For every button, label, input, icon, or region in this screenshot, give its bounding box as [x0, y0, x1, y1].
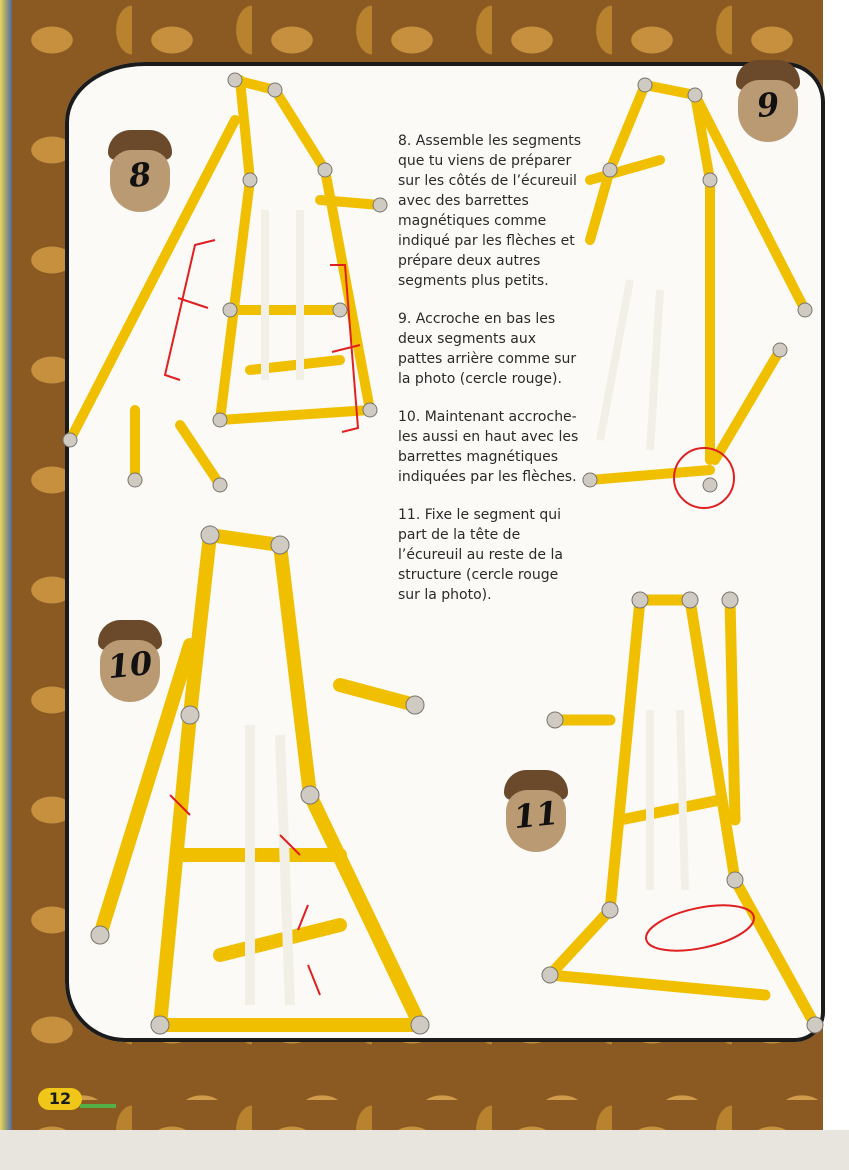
step-9-text: 9. Accroche en bas les deux segments aux pattes arrière comme sur la photo (cercle rouge). [398, 311, 577, 387]
instructions-column [398, 131, 584, 623]
step-9-number: 9 [754, 84, 782, 126]
page-number-bar [80, 1104, 116, 1108]
model-step-10-image [80, 505, 440, 1085]
step-8-text: 8. Assemble les segments que tu viens de préparer sur les côtés de l’écureuil avec des barrettes magnétiques comme indiqué par les flèches et prépare deux autres segments plus petits. [398, 133, 582, 289]
step-8-number: 8 [126, 154, 154, 196]
step-10-number: 10 [105, 643, 155, 687]
page-number: 12 [38, 1088, 82, 1110]
model-step-8-image [60, 60, 400, 500]
step-8-badge [100, 130, 180, 210]
step-10-badge [90, 620, 170, 700]
step-10-text: 10. Maintenant accroche-les aussi en haut avec les barrettes magnétiques indiquées par les flèches. [398, 409, 579, 485]
step-11-text: 11. Fixe le segment qui part de la tête de l’écureuil au reste de la structure (cercle rouge sur la photo). [398, 507, 563, 603]
step-9-badge [728, 60, 808, 140]
step-11-number: 11 [511, 793, 561, 837]
bottom-strip [0, 1130, 849, 1170]
step-11-badge [496, 770, 576, 850]
